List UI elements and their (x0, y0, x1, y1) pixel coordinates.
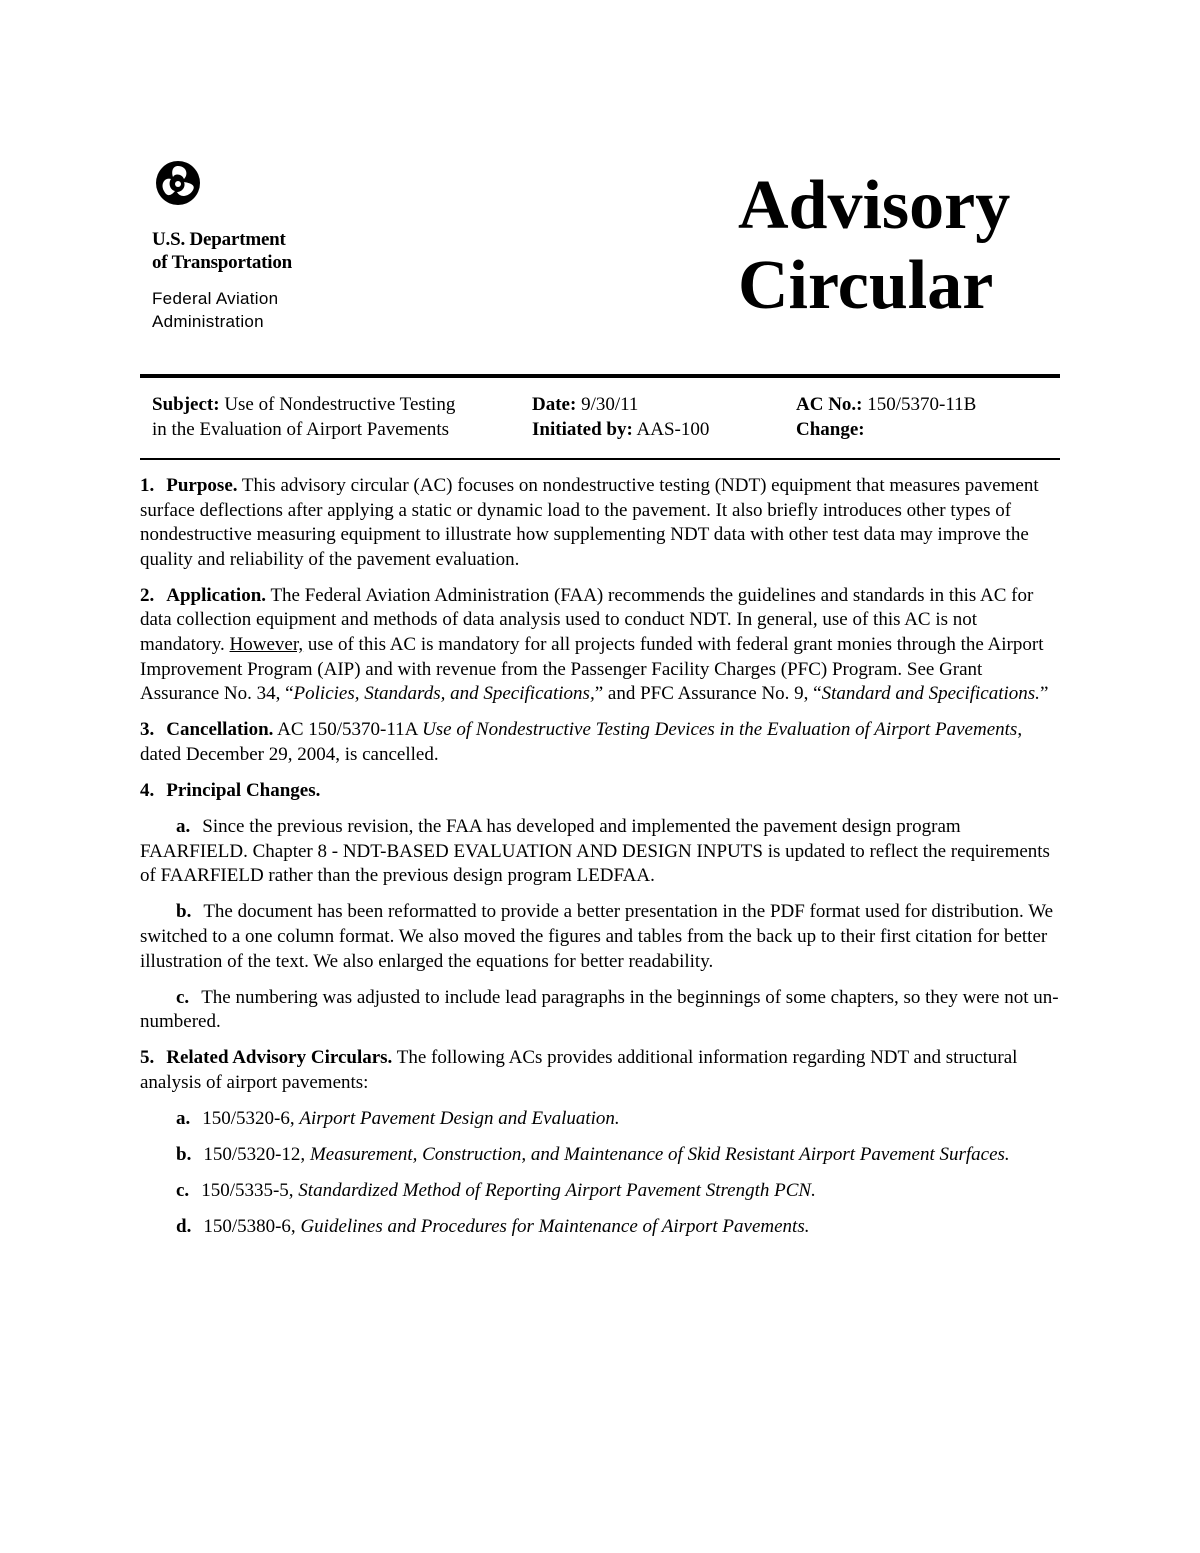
ac-number-label: AC No.: (796, 394, 863, 415)
standard-citation: Standard and Specifications. (821, 683, 1040, 705)
policy-citation: Policies, Standards, and Specifications, (293, 683, 595, 705)
item-label: d. (176, 1216, 192, 1238)
related-ac-item-c (140, 1179, 1060, 1204)
item-label: a. (176, 816, 191, 838)
title-line-1: Advisory (738, 167, 1011, 244)
section-application (140, 584, 1060, 707)
section-heading: Application. (166, 584, 267, 606)
date-label: Date: (532, 394, 577, 415)
section-text: AC 150/5370-11A (277, 719, 418, 741)
change-item-c (140, 986, 1060, 1035)
related-ac-item-b (140, 1143, 1060, 1168)
section-heading: Cancellation. (166, 719, 274, 741)
date-block (532, 392, 709, 442)
however-emphasis: However, (229, 634, 304, 656)
section-text-cont: ” and PFC Assurance No. 9, “ (594, 683, 822, 705)
section-number: 4. (140, 780, 155, 802)
cancelled-ac-title: Use of Nondestructive Testing Devices in the Evaluation of Airport Pavements (422, 719, 1018, 741)
ac-title: Guidelines and Procedures for Maintenance of Airport Pavements. (300, 1216, 810, 1238)
department-line-2: of Transportation (152, 252, 292, 273)
section-number: 1. (140, 475, 155, 496)
section-heading: Purpose. (166, 475, 238, 496)
item-label: c. (176, 1180, 190, 1202)
closing-quote: ” (1039, 683, 1049, 705)
section-text: This advisory circular (AC) focuses on nondestructive testing (NDT) equipment that measures pavement surface deflections after applying a static or dynamic load to the pavement. It also briefly introduces other types of nondestructive measuring equipment to illustrate how supplementing NDT data with other test data may improve the quality and reliability of the pavement evaluation. (140, 475, 1039, 570)
ac-title: Standardized Method of Reporting Airport Pavement Strength PCN. (298, 1180, 816, 1202)
item-text: The numbering was adjusted to include lead paragraphs in the beginnings of some chapters, so they were not un-numbered. (140, 986, 1059, 1033)
section-cancellation (140, 718, 1060, 767)
header-top-rule (140, 374, 1060, 378)
ac-number: 150/5320-12, (203, 1144, 306, 1166)
section-heading: Principal Changes. (166, 780, 321, 802)
item-label: b. (176, 901, 192, 923)
department-line-1: U.S. Department (152, 229, 286, 250)
section-text-cont: , dated December 29, 2004, is cancelled. (140, 719, 1023, 765)
related-ac-item-d (140, 1215, 1060, 1240)
change-item-b (140, 900, 1060, 974)
item-text: Since the previous revision, the FAA has developed and implemented the pavement design program FAARFIELD. Chapter 8 - NDT-BASED EVALUATION AND DESIGN INPUTS is updated to reflect the requirements of FAARFIELD rather than the previous design program LEDFAA. (140, 816, 1050, 887)
agency-line-1: Federal Aviation (152, 289, 279, 308)
document-body (140, 474, 1060, 1251)
title-line-2: Circular (738, 247, 994, 324)
section-related-acs (140, 1046, 1060, 1095)
initiated-label: Initiated by: (532, 419, 633, 440)
section-purpose (140, 474, 1060, 572)
initiated-value: AAS-100 (636, 419, 710, 440)
ac-number: 150/5320-6, (202, 1108, 295, 1130)
ac-number: 150/5380-6, (203, 1216, 296, 1238)
section-heading: Related Advisory Circulars. (166, 1047, 393, 1069)
ac-title: Airport Pavement Design and Evaluation. (299, 1108, 620, 1130)
item-text: The document has been reformatted to provide a better presentation in the PDF format used for distribution. We switched to a one column format. We also moved the figures and tables from the back up to their first citation for better illustration of the text. We also enlarged the equations for better readability. (140, 901, 1054, 972)
ac-number-block (796, 392, 976, 442)
ac-number-value: 150/5370-11B (867, 394, 977, 415)
agency-name (152, 287, 278, 333)
section-text: The Federal Aviation Administration (FAA) recommends the guidelines and standards in this AC for data collection equipment and methods of data analysis used to conduct NDT. In general, use of this AC is not mandatory. (140, 584, 1034, 656)
change-item-a (140, 815, 1060, 889)
related-ac-item-a (140, 1107, 1060, 1132)
section-text: The following ACs provides additional information regarding NDT and structural analysis of airport pavements: (140, 1047, 1018, 1093)
section-number: 5. (140, 1047, 155, 1069)
dot-triskelion-logo-icon (155, 160, 201, 206)
section-principal-changes (140, 779, 1060, 804)
item-label: a. (176, 1108, 191, 1130)
change-label: Change: (796, 419, 865, 440)
subject-line-2: in the Evaluation of Airport Pavements (152, 419, 450, 440)
document-title (738, 166, 1010, 326)
section-number: 3. (140, 719, 155, 741)
header-bottom-rule (140, 458, 1060, 460)
subject-block (152, 392, 455, 442)
subject-line-1: Use of Nondestructive Testing (224, 394, 456, 415)
subject-label: Subject: (152, 394, 220, 415)
ac-title: Measurement, Construction, and Maintenance of Skid Resistant Airport Pavement Surfaces. (309, 1144, 1010, 1166)
section-number: 2. (140, 584, 155, 606)
ac-number: 150/5335-5, (201, 1180, 294, 1202)
item-label: c. (176, 986, 190, 1008)
date-value: 9/30/11 (581, 394, 639, 415)
section-text-cont: use of this AC is mandatory for all projects funded with federal grant monies through the Airport Improvement Program (AIP) and with revenue from the Passenger Facility Charges (PFC) Program. See Grant Assurance No. 34, “ (140, 634, 1044, 705)
department-name (152, 228, 292, 274)
item-label: b. (176, 1144, 192, 1166)
agency-line-2: Administration (152, 312, 264, 331)
